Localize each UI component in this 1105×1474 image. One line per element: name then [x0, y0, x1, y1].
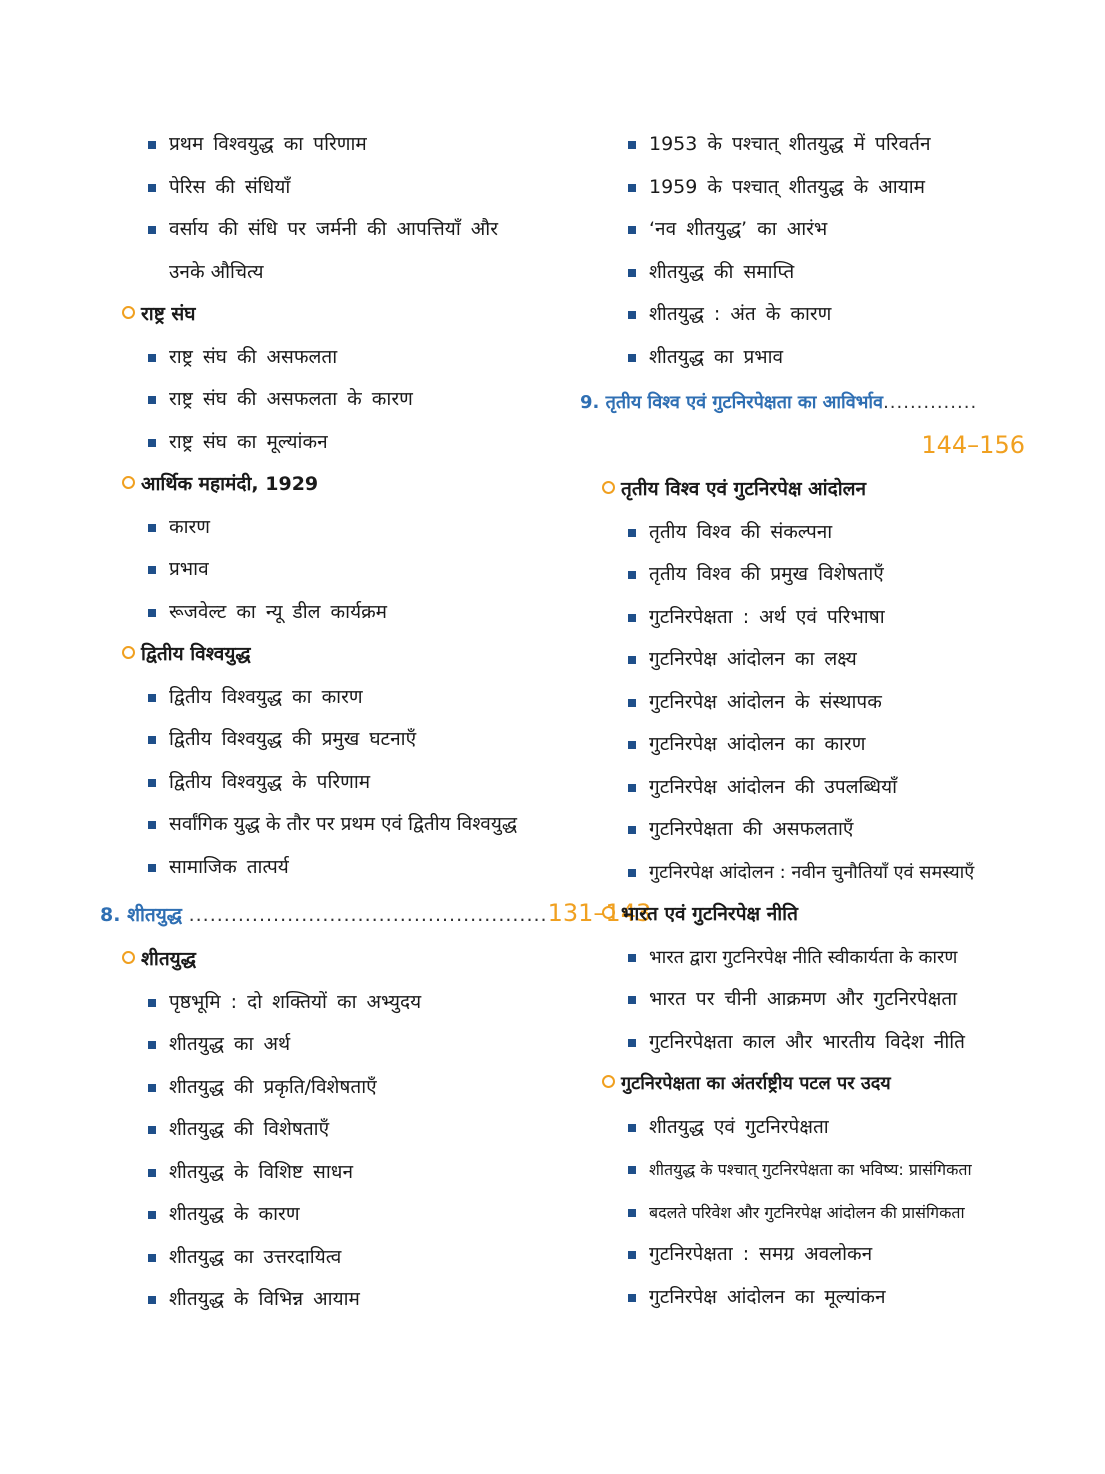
list-item: गुटनिरपेक्षता : समग्र अवलोकन — [580, 1238, 1025, 1281]
square-bullet-icon — [628, 1124, 636, 1132]
list-item: गुटनिरपेक्षता की असफलताएँ — [580, 813, 1025, 856]
list-item: तृतीय विश्व की संकल्पना — [580, 516, 1025, 559]
list-item: गुटनिरपेक्ष आंदोलन की उपलब्धियाँ — [580, 771, 1025, 814]
square-bullet-icon — [628, 1251, 636, 1259]
ring-bullet-icon — [122, 951, 135, 964]
section-heading: द्वितीय विश्वयुद्ध — [100, 638, 545, 681]
list-item: शीतयुद्ध की प्रकृति/विशेषताएँ — [100, 1071, 545, 1114]
square-bullet-icon — [628, 1039, 636, 1047]
square-bullet-icon — [628, 141, 636, 149]
square-bullet-icon — [628, 1294, 636, 1302]
square-bullet-icon — [148, 779, 156, 787]
list-item: द्वितीय विश्वयुद्ध के परिणाम — [100, 766, 545, 809]
list-item: शीतयुद्ध के विभिन्न आयाम — [100, 1283, 545, 1326]
page-range: 144–156 — [921, 431, 1025, 459]
list-item: शीतयुद्ध के विशिष्ट साधन — [100, 1156, 545, 1199]
ring-bullet-icon — [122, 306, 135, 319]
ring-bullet-icon — [602, 481, 615, 494]
list-item: शीतयुद्ध के पश्चात् गुटनिरपेक्षता का भविष्य: प्रासंगिकता — [580, 1153, 1025, 1196]
square-bullet-icon — [628, 996, 636, 1004]
square-bullet-icon — [628, 614, 636, 622]
list-item-continuation: उनके औचित्य — [169, 260, 264, 283]
section-heading: आर्थिक महामंदी, 1929 — [100, 468, 545, 511]
square-bullet-icon — [148, 821, 156, 829]
list-item: गुटनिरपेक्ष आंदोलन : नवीन चुनौतियाँ एवं समस्याएँ — [580, 856, 1025, 899]
list-item: राष्ट्र संघ का मूल्यांकन — [100, 426, 545, 469]
chapter-heading[interactable]: 9. तृतीय विश्व एवं गुटनिरपेक्षता का आविर्भाव.............. — [580, 392, 978, 413]
list-item: ‘नव शीतयुद्ध’ का आरंभ — [580, 213, 1025, 256]
square-bullet-icon — [628, 571, 636, 579]
list-item: गुटनिरपेक्ष आंदोलन का लक्ष्य — [580, 643, 1025, 686]
list-item: सामाजिक तात्पर्य — [100, 851, 545, 894]
page-range: 131–143 — [547, 899, 652, 927]
square-bullet-icon — [628, 784, 636, 792]
square-bullet-icon — [628, 354, 636, 362]
list-item: शीतयुद्ध के कारण — [100, 1198, 545, 1241]
square-bullet-icon — [148, 439, 156, 447]
square-bullet-icon — [628, 269, 636, 277]
list-item: शीतयुद्ध : अंत के कारण — [580, 298, 1025, 341]
square-bullet-icon — [628, 954, 636, 962]
list-item: प्रभाव — [100, 553, 545, 596]
list-item: शीतयुद्ध का अर्थ — [100, 1028, 545, 1071]
list-item: राष्ट्र संघ की असफलता के कारण — [100, 383, 545, 426]
square-bullet-icon — [148, 226, 156, 234]
square-bullet-icon — [148, 1126, 156, 1134]
square-bullet-icon — [628, 1209, 636, 1217]
square-bullet-icon — [628, 699, 636, 707]
section-heading: राष्ट्र संघ — [100, 298, 545, 341]
list-item: प्रथम विश्वयुद्ध का परिणाम — [100, 128, 545, 171]
square-bullet-icon — [628, 656, 636, 664]
ring-bullet-icon — [602, 1075, 615, 1088]
left-column — [100, 128, 652, 1326]
ring-bullet-icon — [602, 906, 615, 919]
list-item: शीतयुद्ध की विशेषताएँ — [100, 1113, 545, 1156]
list-item: गुटनिरपेक्ष आंदोलन के संस्थापक — [580, 686, 1025, 729]
section-heading: भारत एवं गुटनिरपेक्ष नीति — [580, 898, 1025, 941]
list-item: तृतीय विश्व की प्रमुख विशेषताएँ — [580, 558, 1025, 601]
list-item: शीतयुद्ध का प्रभाव — [580, 341, 1025, 384]
square-bullet-icon — [628, 826, 636, 834]
list-item: पेरिस की संधियाँ — [100, 171, 545, 214]
list-item: रूजवेल्ट का न्यू डील कार्यक्रम — [100, 596, 545, 639]
list-item: 1953 के पश्चात् शीतयुद्ध में परिवर्तन — [580, 128, 1025, 171]
list-item: गुटनिरपेक्षता काल और भारतीय विदेश नीति — [580, 1026, 1025, 1069]
square-bullet-icon — [628, 529, 636, 537]
section-heading: गुटनिरपेक्षता का अंतर्राष्ट्रीय पटल पर उदय — [580, 1068, 1025, 1111]
ring-bullet-icon — [122, 476, 135, 489]
section-heading: तृतीय विश्व एवं गुटनिरपेक्ष आंदोलन — [580, 473, 1025, 516]
list-item: सर्वांगिक युद्ध के तौर पर प्रथम एवं द्वितीय विश्वयुद्ध — [100, 808, 545, 851]
square-bullet-icon — [148, 396, 156, 404]
square-bullet-icon — [148, 354, 156, 362]
square-bullet-icon — [148, 999, 156, 1007]
right-column — [580, 128, 1025, 1323]
list-item: द्वितीय विश्वयुद्ध का कारण — [100, 681, 545, 724]
list-item: कारण — [100, 511, 545, 554]
chapter-heading[interactable]: 8. शीतयुद्ध ...................................................131–143 — [100, 899, 652, 927]
square-bullet-icon — [148, 1041, 156, 1049]
list-item: द्वितीय विश्वयुद्ध की प्रमुख घटनाएँ — [100, 723, 545, 766]
section-heading: शीतयुद्ध — [100, 943, 545, 986]
square-bullet-icon — [148, 736, 156, 744]
square-bullet-icon — [148, 864, 156, 872]
list-item: भारत द्वारा गुटनिरपेक्ष नीति स्वीकार्यता के कारण — [580, 941, 1025, 984]
square-bullet-icon — [148, 1084, 156, 1092]
square-bullet-icon — [628, 741, 636, 749]
list-item: गुटनिरपेक्षता : अर्थ एवं परिभाषा — [580, 601, 1025, 644]
square-bullet-icon — [148, 141, 156, 149]
ring-bullet-icon — [122, 646, 135, 659]
square-bullet-icon — [148, 184, 156, 192]
square-bullet-icon — [148, 1211, 156, 1219]
list-item: बदलते परिवेश और गुटनिरपेक्ष आंदोलन की प्रासंगिकता — [580, 1196, 1025, 1239]
list-item: वर्साय की संधि पर जर्मनी की आपत्तियाँ और — [100, 213, 545, 256]
list-item: राष्ट्र संघ की असफलता — [100, 341, 545, 384]
list-item: गुटनिरपेक्ष आंदोलन का मूल्यांकन — [580, 1281, 1025, 1324]
list-item: शीतयुद्ध एवं गुटनिरपेक्षता — [580, 1111, 1025, 1154]
list-item: गुटनिरपेक्ष आंदोलन का कारण — [580, 728, 1025, 771]
list-item: शीतयुद्ध का उत्तरदायित्व — [100, 1241, 545, 1284]
square-bullet-icon — [148, 609, 156, 617]
square-bullet-icon — [148, 694, 156, 702]
list-item: भारत पर चीनी आक्रमण और गुटनिरपेक्षता — [580, 983, 1025, 1026]
square-bullet-icon — [148, 566, 156, 574]
square-bullet-icon — [628, 311, 636, 319]
square-bullet-icon — [148, 1296, 156, 1304]
list-item: पृष्ठभूमि : दो शक्तियों का अभ्युदय — [100, 986, 545, 1029]
square-bullet-icon — [628, 1166, 636, 1174]
square-bullet-icon — [628, 184, 636, 192]
square-bullet-icon — [148, 524, 156, 532]
list-item: 1959 के पश्चात् शीतयुद्ध के आयाम — [580, 171, 1025, 214]
square-bullet-icon — [628, 226, 636, 234]
square-bullet-icon — [628, 869, 636, 877]
list-item: शीतयुद्ध की समाप्ति — [580, 256, 1025, 299]
square-bullet-icon — [148, 1254, 156, 1262]
square-bullet-icon — [148, 1169, 156, 1177]
